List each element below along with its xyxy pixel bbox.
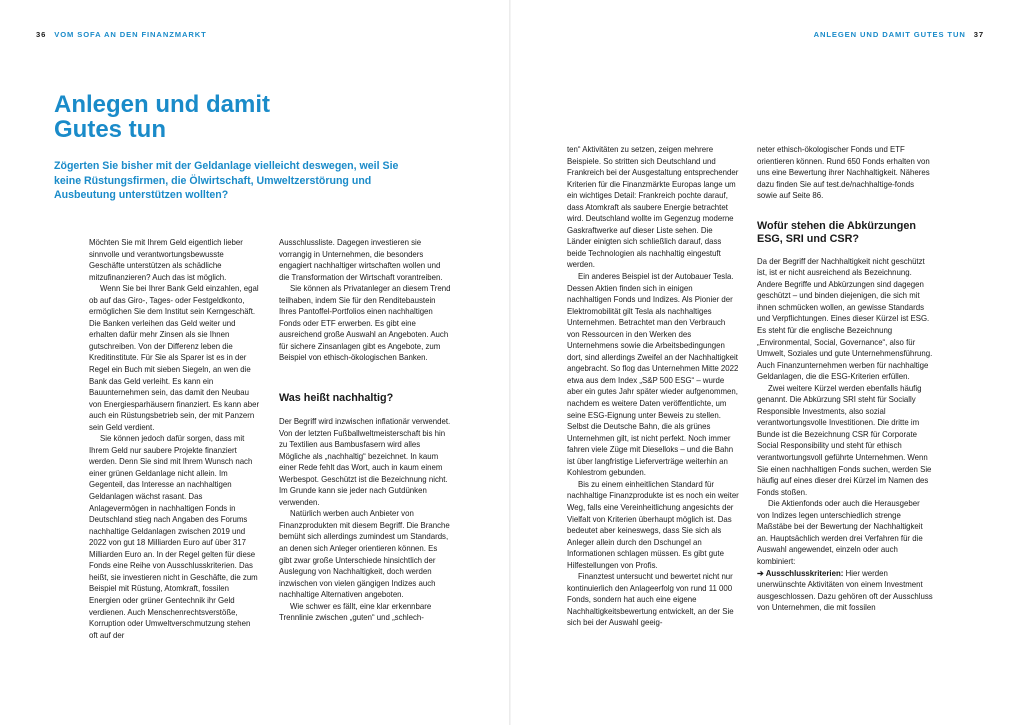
text-column-3 (567, 144, 739, 629)
page-number-left: 36 (36, 30, 47, 39)
section-heading-nachhaltig: Was heißt nachhaltig? (279, 392, 394, 405)
paragraph: neter ethisch-ökologischer Fonds und ETF orientieren können. Rund 650 Fonds erhalten von uns eine Bewertung ihrer Nachhaltigkeit. Näheres dazu finden Sie auf test.de/nachhaltige-fonds sowie auf Seite 86. (757, 145, 930, 201)
paragraph: ten“ Aktivitäten zu setzen, zeigen mehrere Beispiele. So stritten sich Deutschland und Frankreich bei der Ausgestaltung entsprechender Kriterien für die Finanzmärkte Europas lange um ein wichtiges Detail: Frankreich pochte darauf, dass Atomkraft als saubere Energie betrachtet wird. Deutschland wollte im Gegenzug moderne Gaskraftwerke auf dieser Liste sehen. Die Länder einigten sich schließlich darauf, dass beide Technologien als nachhaltig eingestuft werden. (567, 145, 739, 270)
paragraph: Möchten Sie mit Ihrem Geld eigentlich lieber sinnvolle und verantwortungsbewusste Geschäfte unterstützen als schädliche mitzufinanzieren? Auch das ist möglich. (89, 238, 243, 282)
paragraph: Die Aktienfonds oder auch die Herausgeber von Indizes legen unterschiedlich strenge Maßstäbe bei der Bewertung der Nachhaltigkeit an. Hauptsächlich werden drei Verfahren für die Auswahl angewendet, einzeln oder auch kombiniert: (757, 499, 923, 566)
page-gutter (509, 0, 511, 725)
article-title-line1: Anlegen und damit (54, 91, 270, 118)
text-column-2 (279, 237, 451, 624)
paragraph: Natürlich werben auch Anbieter von Finanzprodukten mit diesem Begriff. Die Branche bemüht sich allerdings zumindest um Standards, an denen sich Anleger orientieren können. Es gibt zwar große Unterschiede hinsichtlich der Auslegung von Nachhaltigkeit, doch werden inzwischen von vielen gängigen Indizes auch nachhaltige Alternativen angeboten. (279, 509, 450, 600)
arrow-right-icon: ➔ (757, 568, 764, 578)
paragraph: Da der Begriff der Nachhaltigkeit nicht geschützt ist, ist er nicht ausreichend als Bezeichnung. Andere Begriffe und Abkürzungen sind dagegen geschützt – und binden diejenigen, die sich mit ihnen schmücken wollen, an gewisse Standards und Verpflichtungen. Eines dieser Kürzel ist ESG. Es steht für die englische Bezeichnung „Environmental, Social, Governance“, also für Umwelt, Soziales und gute Unternehmensführung. Auch Finanzunternehmen werben für nachhaltige Geldanlagen, die die ESG-Kriterien erfüllen. (757, 256, 933, 382)
paragraph: Der Begriff wird inzwischen inflationär verwendet. Von der letzten Fußballweltmeisterschaft bis hin zu Textilien aus Bambusfasern wird alles Mögliche als „nachhaltig“ bezeichnet. In kaum einer Rede fehlt das Wort, auch in kaum einem Werbespot. Geschützt ist die Bezeichnung nicht. Im Grunde kann sie jeder nach Gutdünken verwenden. (279, 417, 451, 507)
paragraph: Sie können als Privatanleger an diesem Trend teilhaben, indem Sie für den Renditebaustein Ihres Pantoffel-Portfolios einen nachhaltigen Fonds oder ETF erwerben. Es gibt eine ausreichend große Auswahl an Angeboten. Auch für sichere Zinsanlagen gibt es Angebote, zum Beispiel von ethisch-ökologischen Banken. (279, 284, 451, 363)
paragraph: Bis zu einem einheitlichen Standard für nachhaltige Finanzprodukte ist es noch ein weiter Weg, falls eine Vereinheitlichung angesichts der Vielfalt von Kriterien überhaupt möglich ist. Das bedeutet aber keineswegs, dass Sie sich als Anleger allein durch den Dschungel an Informationen schlagen müssen. Es gibt gute Hilfestellungen von Profis. (567, 479, 739, 570)
text-column-4 (757, 144, 933, 614)
running-title-right: ANLEGEN UND DAMIT GUTES TUN (813, 30, 966, 39)
section-heading-abkuerzungen: Wofür stehen die Abkürzungen ESG, SRI und CSR? (757, 219, 916, 245)
text-column-1 (89, 237, 261, 641)
article-title (54, 92, 270, 142)
paragraph: Wenn Sie bei Ihrer Bank Geld einzahlen, egal ob auf das Giro-, Tages- oder Festgeldkonto, ermöglichen Sie dem Institut sein Kerngeschäft. Die Banken verleihen das Geld weiter und erhalten dafür mehr Zinsen als sie Ihnen gutschreiben. Von der Differenz leben die Kreditinstitute. Für Sie als Sparer ist es in der Regel ein Buch mit sieben Siegeln, an wen die Bank das Geld verleiht. Es kann ein Bauunternehmen sein, das damit den Neubau von Energiesparhäusern finanziert. Es kann aber auch ein Rüstungsbetrieb sein, der mit Panzern sein Geld verdient. (89, 284, 260, 432)
bullet-item (757, 568, 933, 614)
article-title-line2: Gutes tun (54, 116, 166, 143)
article-lead: Zögerten Sie bisher mit der Geldanlage vielleicht deswegen, weil Sie keine Rüstungsfirmen, die Ölwirtschaft, Umweltzerstörung und Ausbeutung unterstützen wollten? (54, 160, 399, 201)
paragraph: Ein anderes Beispiel ist der Autobauer Tesla. Dessen Aktien finden sich in einigen nachhaltigen Fonds und Indizes. Als Pionier der Elektromobilität gilt Tesla als nachhaltiges Unternehmen. Betrachtet man den Verbrauch von Ressourcen in den Werken des Unternehmens sowie die Arbeitsbedingungen dort, sind allerdings Zweifel an der Nachhaltigkeit angebracht. So flog das Unternehmen Mitte 2022 etwa aus dem Index „S&P 500 ESG“ – wurde aber ein gutes Jahr später wieder aufgenommen, nachdem es weitere Daten veröffentlichte, um seine ESG-Eignung unter Beweis zu stellen. Selbst die Deutsche Bahn, die als grünes Unternehmen gilt, ist nicht perfekt. Noch immer fahren viele Züge mit Dieselloks – und die Bahn ist über langfristige Lieferverträge weiterhin an Kohlestrom gebunden. (567, 272, 739, 478)
paragraph: Ausschlussliste. Dagegen investieren sie vorrangig in Unternehmen, die besonders engagiert nachhaltiger wirtschaften wollen und die Transformation der Wirtschaft vorantreiben. (279, 238, 443, 282)
paragraph: Sie können jedoch dafür sorgen, dass mit Ihrem Geld nur saubere Projekte finanziert werden. Denn Sie sind mit Ihrem Wunsch nach einer grünen Geldanlage nicht allein. Im Gegenteil, das Interesse an nachhaltigen Geldanlagen wächst rasant. Das Anlagevermögen in nachhaltigen Fonds in Deutschland stieg nach Angaben des Forums nachhaltige Geldanlagen zwischen 2019 und 2022 von gut 18 Milliarden Euro auf über 317 Milliarden Euro an. In der Regel gelten für diese Fonds eine Reihe von Ausschlusskriterien. Das heißt, sie investieren nicht in Geschäfte, die zum Beispiel mit Rüstung, Atomkraft, fossilen Energien oder grüner Gentechnik ihr Geld verdienen. Auch Menschenrechtsverstöße, Korruption oder Umweltverschmutzung stehen oft auf der (89, 434, 258, 640)
bullet-term: Ausschlusskriterien: (765, 568, 844, 578)
page-number-right: 37 (973, 30, 984, 39)
running-header-right (814, 30, 984, 39)
paragraph: Wie schwer es fällt, eine klar erkennbare Trennlinie zwischen „guten“ und „schlech- (279, 601, 432, 623)
bullet-text: Hier werden unerwünschte Aktivitäten von einem Investment ausgeschlossen. Dazu gehören oft der Ausschluss von Unternehmen, die mit fossilen (757, 568, 933, 613)
paragraph: Zwei weitere Kürzel werden ebenfalls häufig genannt. Die Abkürzung SRI steht für Socially Responsible Investments, also sozial verantwortungsvolle Investitionen. Die dritte im Bunde ist die Bezeichnung CSR für Corporate Social Responsibility und steht für ethisch verantwortungsvoll geführte Unternehmen. Wenn Sie einen nachhaltigen Fonds suchen, werden Sie häufig auf eines dieser drei Kürzel im Namen des Fonds stoßen. (757, 383, 932, 497)
paragraph: Finanztest untersucht und bewertet nicht nur kontinuierlich den Anlageerfolg von rund 11 000 Fonds, sondern hat auch eine eigene Nachhaltigkeitsbewertung entwickelt, an der Sie sich bei der Auswahl geeig- (567, 572, 734, 628)
running-title-left: VOM SOFA AN DEN FINANZMARKT (54, 30, 207, 39)
running-header-left (36, 30, 207, 39)
